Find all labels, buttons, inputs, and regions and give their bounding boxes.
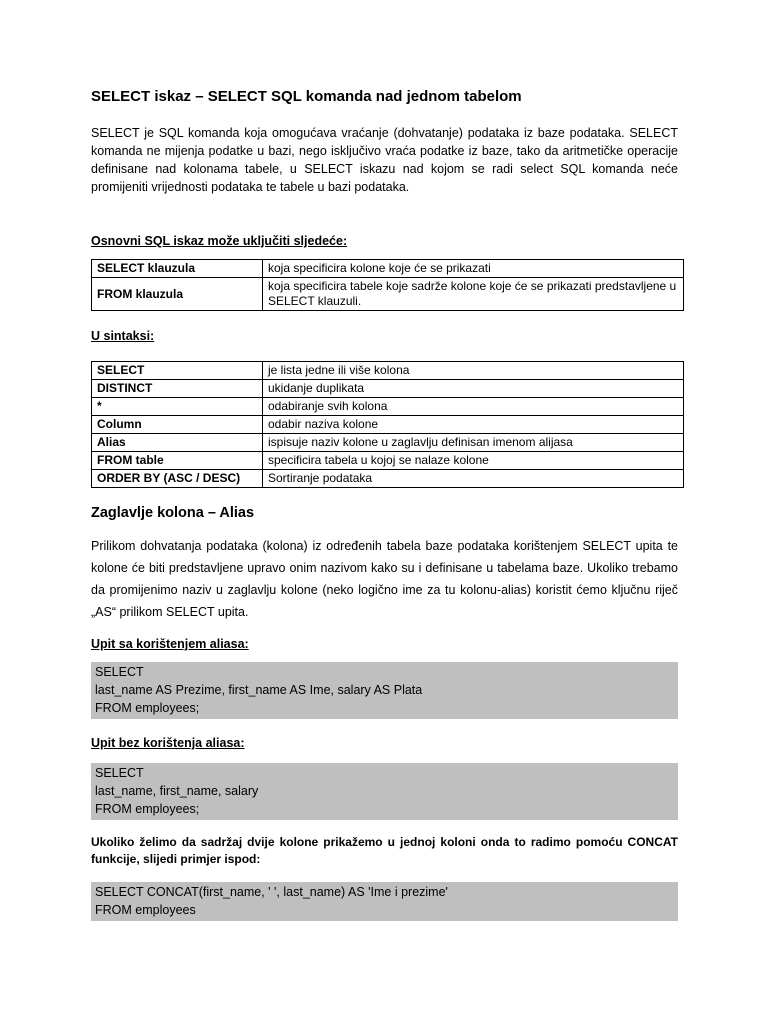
table-key: ORDER BY (ASC / DESC) xyxy=(92,470,263,488)
table-row xyxy=(92,416,684,434)
basic-table xyxy=(91,259,684,311)
code-line: FROM employees; xyxy=(95,701,200,715)
table-value: ispisuje naziv kolone u zaglavlju definisan imenom alijasa xyxy=(263,434,684,452)
code-line: last_name AS Prezime, first_name AS Ime, salary AS Plata xyxy=(95,683,423,697)
table-row xyxy=(92,362,684,380)
table-key: Column xyxy=(92,416,263,434)
table-value: je lista jedne ili više kolona xyxy=(263,362,684,380)
table-key: * xyxy=(92,398,263,416)
table-row xyxy=(92,398,684,416)
table-value: odabiranje svih kolona xyxy=(263,398,684,416)
table-value: koja specificira tabele koje sadrže kolone koje će se prikazati predstavljene u SELECT klauzuli. xyxy=(263,278,684,311)
table-key: DISTINCT xyxy=(92,380,263,398)
table-row xyxy=(92,260,684,278)
without-alias-heading: Upit bez korištenja aliasa: xyxy=(91,736,245,750)
table-value: ukidanje duplikata xyxy=(263,380,684,398)
code-line: FROM employees xyxy=(95,903,196,917)
table-row xyxy=(92,434,684,452)
table-value: odabir naziva kolone xyxy=(263,416,684,434)
basic-heading: Osnovni SQL iskaz može uključiti sljedeće: xyxy=(91,234,348,248)
code-line: FROM employees; xyxy=(95,802,200,816)
concat-paragraph: Ukoliko želimo da sadržaj dvije kolone prikažemo u jednoj koloni onda to radimo pomoću CONCAT funkcije, slijedi primjer ispod: xyxy=(91,835,678,866)
table-row xyxy=(92,470,684,488)
with-alias-heading: Upit sa korištenjem aliasa: xyxy=(91,637,249,651)
code-block-with-alias xyxy=(91,662,678,719)
table-key: SELECT klauzula xyxy=(92,260,263,278)
syntax-heading: U sintaksi: xyxy=(91,329,155,343)
table-row xyxy=(92,380,684,398)
table-key: Alias xyxy=(92,434,263,452)
table-value: Sortiranje podataka xyxy=(263,470,684,488)
code-line: last_name, first_name, salary xyxy=(95,784,259,798)
table-value: specificira tabela u kojoj se nalaze kolone xyxy=(263,452,684,470)
alias-section-title: Zaglavlje kolona – Alias xyxy=(91,505,255,521)
syntax-table xyxy=(91,361,684,488)
page-title: SELECT iskaz – SELECT SQL komanda nad jednom tabelom xyxy=(91,88,522,105)
table-key: SELECT xyxy=(92,362,263,380)
code-line: SELECT CONCAT(first_name, ' ', last_name) AS 'Ime i prezime' xyxy=(95,885,448,899)
code-line: SELECT xyxy=(95,665,144,679)
table-key: FROM klauzula xyxy=(92,278,263,311)
alias-paragraph: Prilikom dohvatanja podataka (kolona) iz određenih tabela baze podataka korištenjem SELECT upita te kolone će biti predstavljene upravo onim nazivom kako su i definisane u tabelama baze. Ukoliko trebamo da promijenimo naziv u zaglavlju kolone (neko logično ime za tu kolonu-alias) koristit ćemo ključnu riječ „AS“ prilikom SELECT upita. xyxy=(91,539,678,619)
code-block-without-alias xyxy=(91,763,678,820)
table-key: FROM table xyxy=(92,452,263,470)
table-row xyxy=(92,452,684,470)
table-row xyxy=(92,278,684,311)
table-value: koja specificira kolone koje će se prikazati xyxy=(263,260,684,278)
code-line: SELECT xyxy=(95,766,144,780)
code-block-concat xyxy=(91,882,678,921)
intro-paragraph: SELECT je SQL komanda koja omogućava vraćanje (dohvatanje) podataka iz baze podataka. SELECT komanda ne mijenja podatke u bazi, nego isključivo vraća podatke iz baze, tako da aritmetičke operacije definisane nad kolonama tabele, u SELECT iskazu nad kojom se radi select SQL komanda neće promijeniti vrijednosti podataka te tabele u bazi podataka. xyxy=(91,126,678,194)
document-page xyxy=(91,88,678,921)
